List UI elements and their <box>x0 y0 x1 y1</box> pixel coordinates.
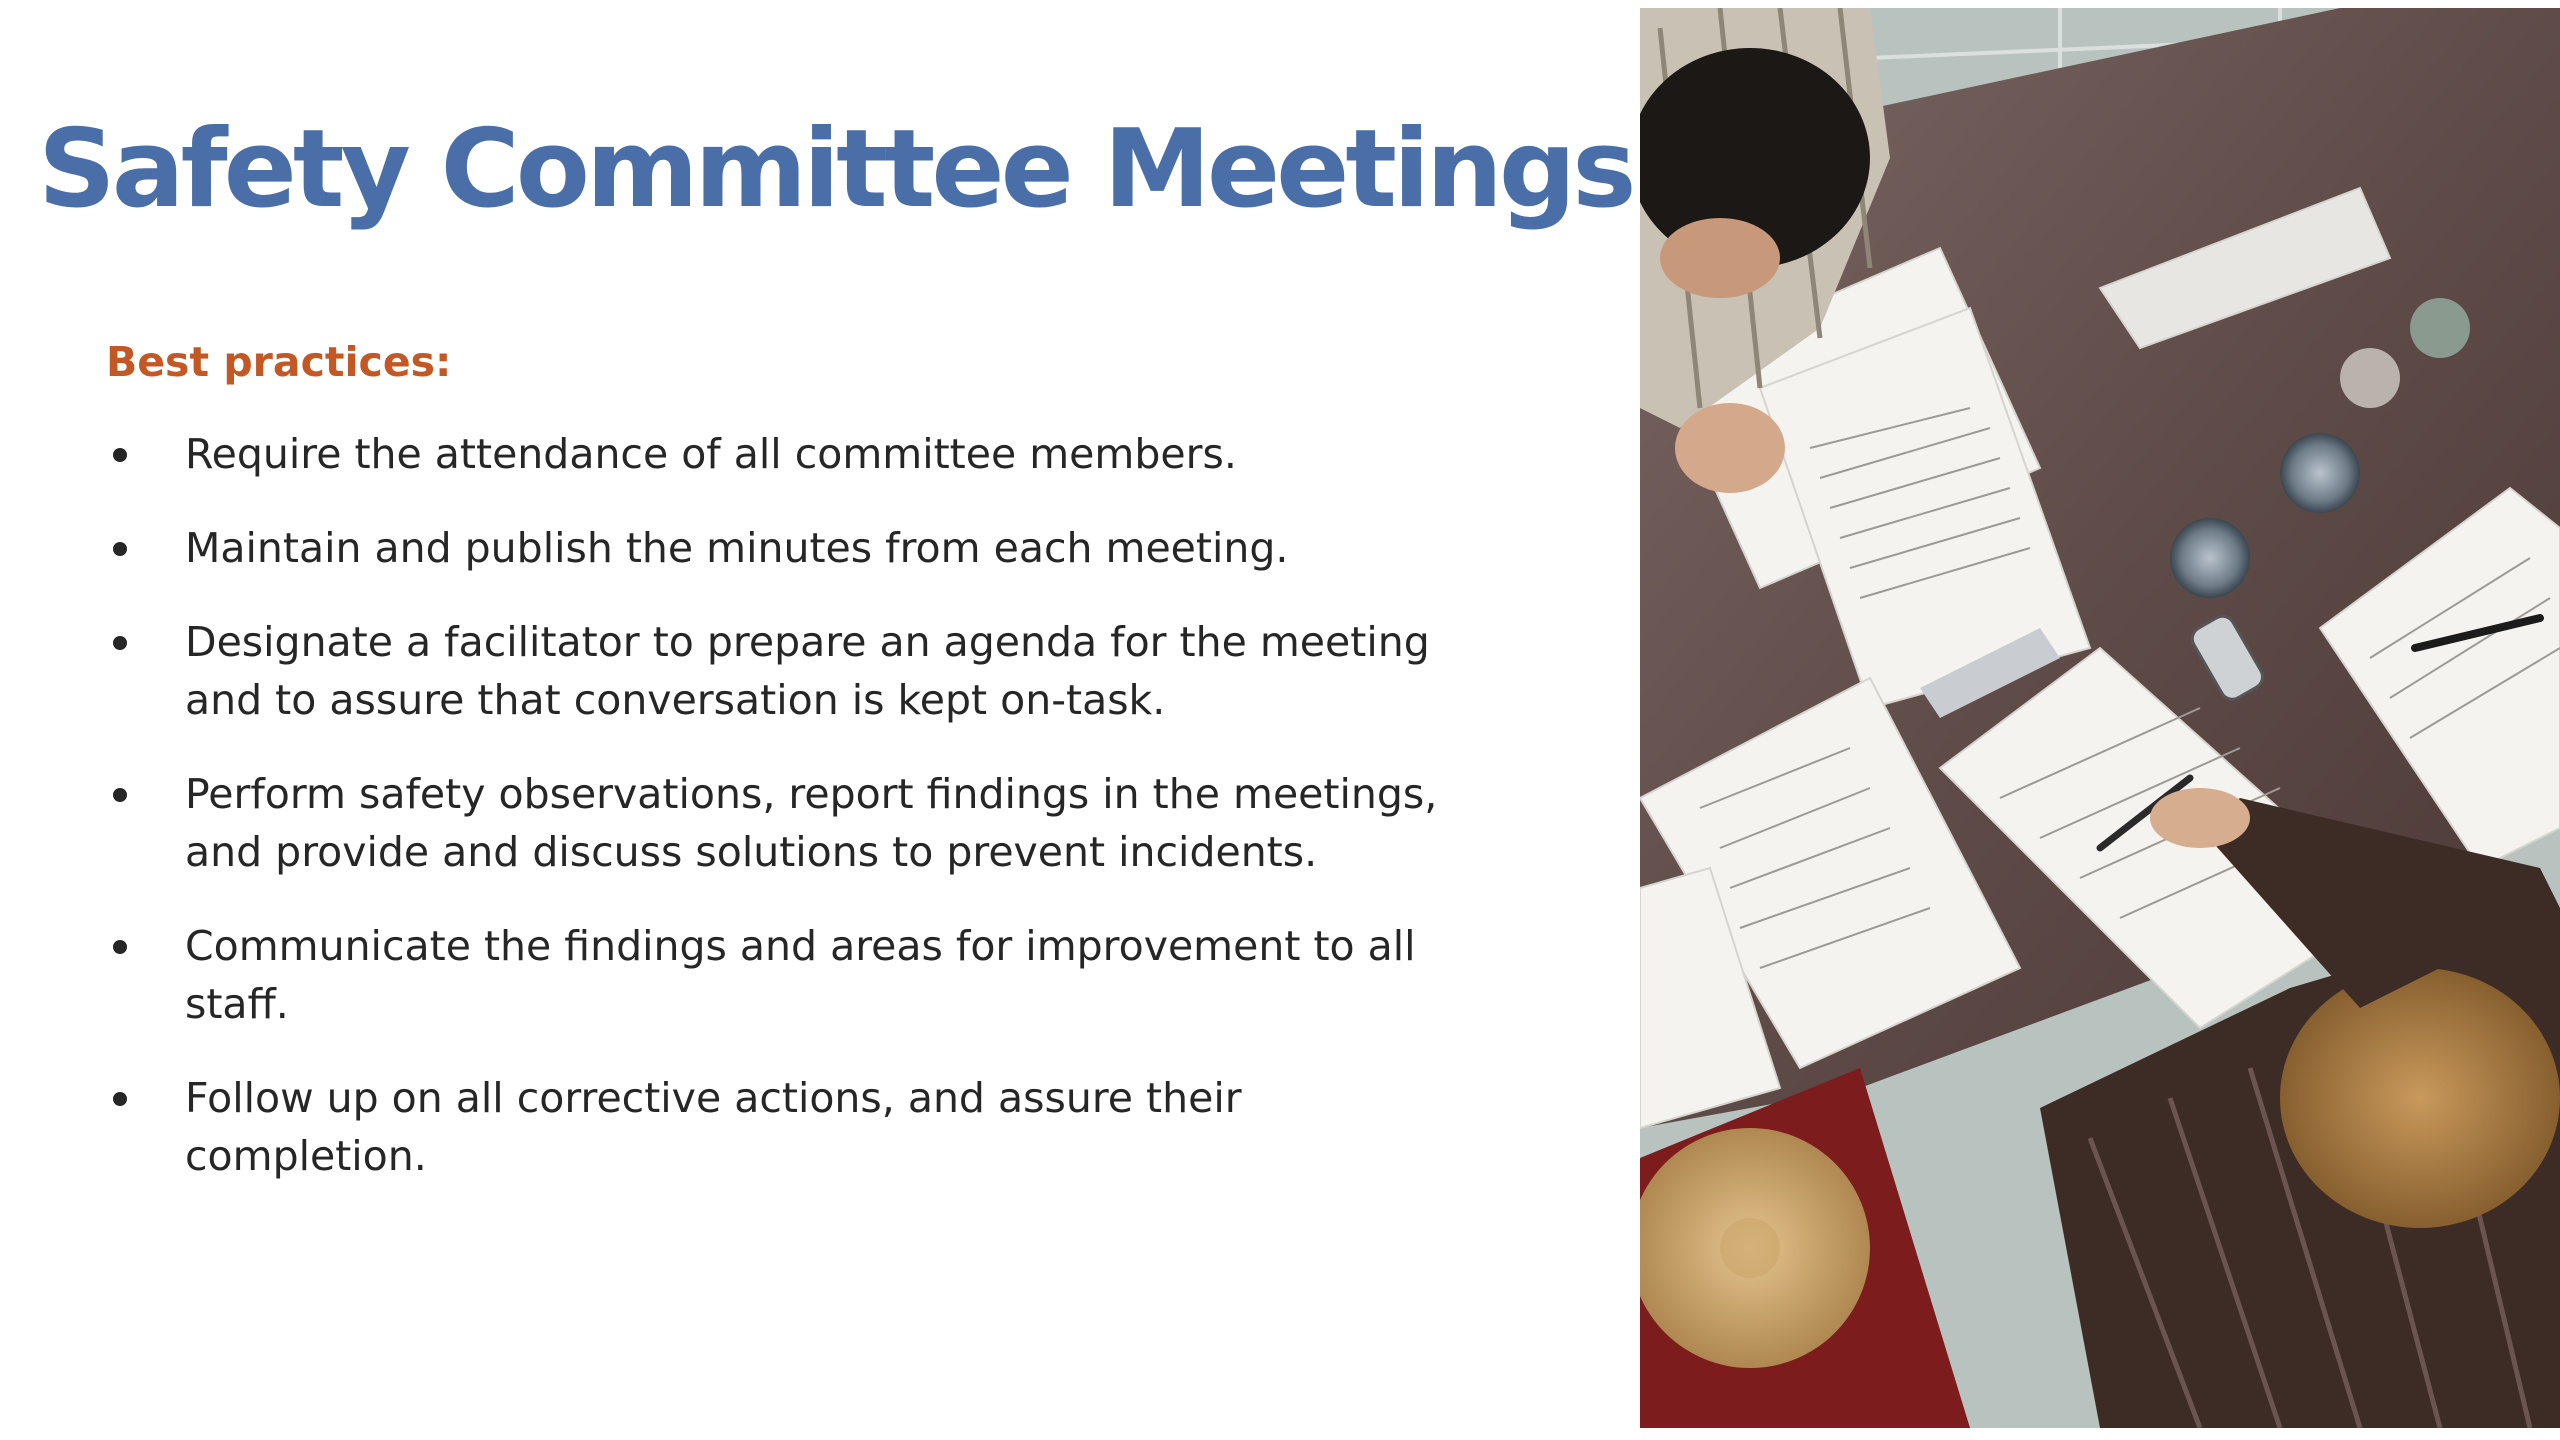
bullet-text: Designate a facilitator to prepare an agenda for the meeting and to assure that conversation is kept on-task. <box>185 618 1430 724</box>
bullet-dot-icon <box>113 636 127 650</box>
bullet-dot-icon <box>113 542 127 556</box>
bullet-item <box>105 425 1485 483</box>
meeting-photo <box>1640 8 2560 1428</box>
bullet-dot-icon <box>113 940 127 954</box>
best-practices-heading: Best practices: <box>106 338 452 386</box>
bullet-dot-icon <box>113 1092 127 1106</box>
bullet-item <box>105 613 1485 729</box>
bullet-item <box>105 765 1485 881</box>
bullet-text: Follow up on all corrective actions, and assure their completion. <box>185 1074 1242 1180</box>
bullet-text: Maintain and publish the minutes from each meeting. <box>185 524 1289 572</box>
bullet-text: Communicate the findings and areas for improvement to all staff. <box>185 922 1416 1028</box>
bullet-dot-icon <box>113 448 127 462</box>
bullet-text: Require the attendance of all committee members. <box>185 430 1237 478</box>
bullet-text: Perform safety observations, report findings in the meetings, and provide and discuss solutions to prevent incidents. <box>185 770 1438 876</box>
best-practices-list <box>105 425 1485 1221</box>
slide-title: Safety Committee Meetings <box>38 107 1633 232</box>
bullet-item <box>105 519 1485 577</box>
bullet-item <box>105 917 1485 1033</box>
bullet-dot-icon <box>113 788 127 802</box>
bullet-item <box>105 1069 1485 1185</box>
